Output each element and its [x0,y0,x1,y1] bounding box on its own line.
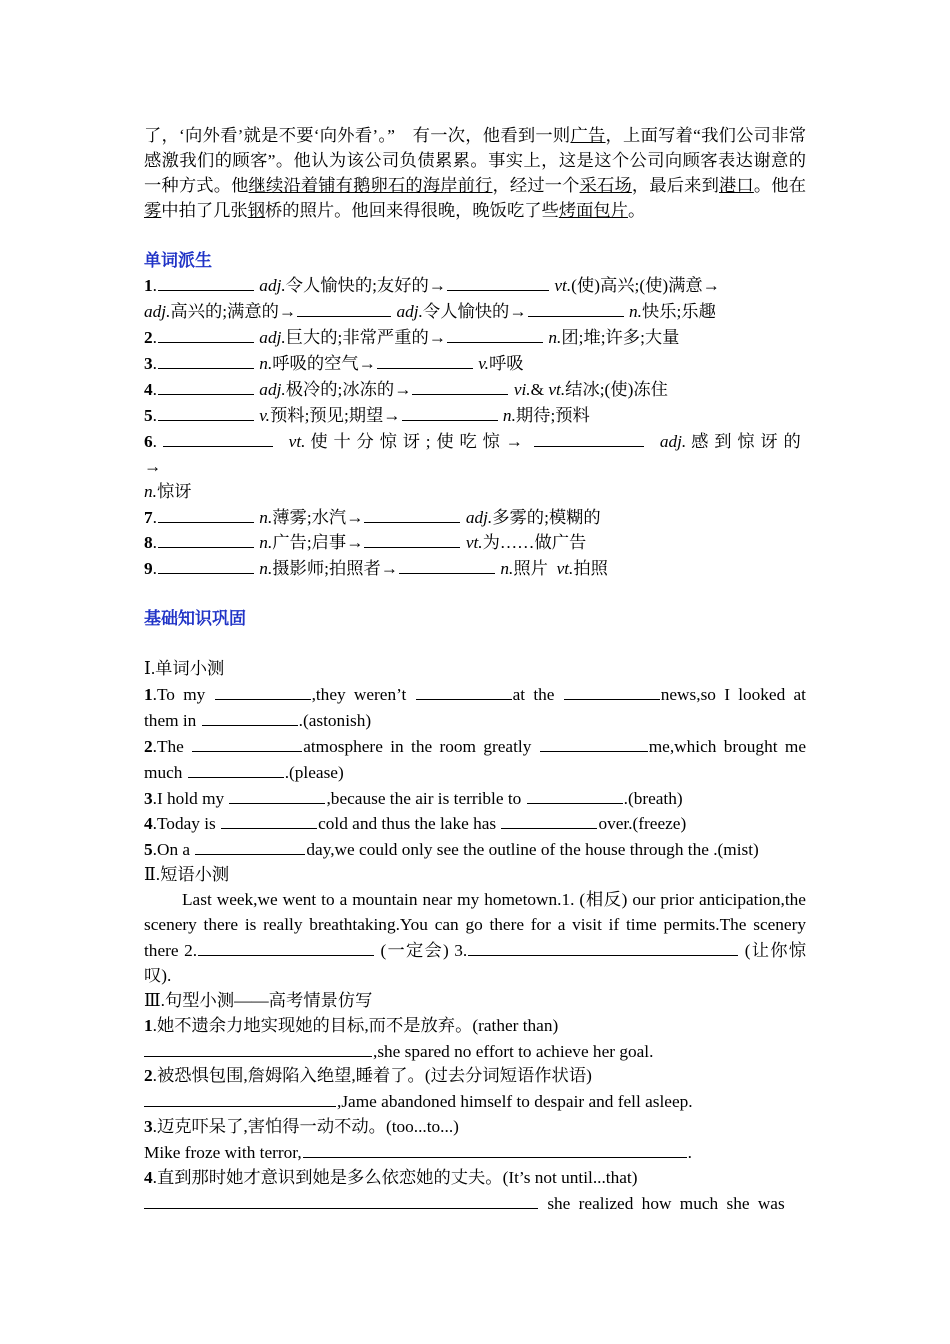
answer-blank[interactable] [144,1191,538,1209]
answer-blank[interactable] [158,325,254,343]
answer-blank[interactable] [158,530,254,548]
answer-blank[interactable] [303,1140,687,1158]
answer-blank[interactable] [229,786,325,804]
intro-paragraph: 了，‘向外看’就是不要‘向外看’。” 有一次，他看到一则广告，上面写着“我们公司非常感激我们的顾客”。他认为该公司负债累累。事实上，这是这个公司向顾客表达谢意的一种方式。他继续沿着铺有鹅卵石的海岸前行，经过一个采石场，最后来到港口。他在雾中拍了几张钢桥的照片。他回来得很晚，晚饭吃了些烤面包片。 [144,126,807,220]
underlined-word: 钢 [247,200,266,220]
answer-blank[interactable] [158,273,254,291]
sentence-quiz-4-prompt: 4.直到那时她才意识到她是多么依恋她的丈夫。(It’s not until...that) [144,1168,638,1188]
underlined-word: 港口 [719,175,754,195]
answer-blank[interactable] [195,837,305,855]
answer-blank[interactable] [527,786,623,804]
word-quiz-5: 5.On a day,we could only see the outline of the house through the .(mist) [144,837,806,863]
phrase-quiz-paragraph: Last week,we went to a mountain near my hometown.1. (相反) our prior anticipation,the scenery there is really breathtaking.You can go there for a visit if time permits.The scenery there 2. (一定会) 3. (让你惊叹). [144,890,806,985]
underlined-word: 烤面包片 [558,200,628,220]
answer-blank[interactable] [192,734,302,752]
sentence-quiz-3-prompt: 3.迈克吓呆了,害怕得一动不动。(too...to...) [144,1117,459,1137]
sentence-quiz-3-answer: Mike froze with terror, . [144,1140,806,1166]
sentence-quiz-2-answer: ,Jame abandoned himself to despair and fell asleep. [144,1089,806,1115]
answer-blank[interactable] [188,760,284,778]
answer-blank[interactable] [158,403,254,421]
answer-blank[interactable] [564,682,660,700]
answer-blank[interactable] [163,429,273,447]
answer-blank[interactable] [364,505,460,523]
answer-blank[interactable] [528,299,624,317]
answer-blank[interactable] [447,325,543,343]
answer-blank[interactable] [297,299,391,317]
word-quiz-4: 4.Today is cold and thus the lake has over.(freeze) [144,811,806,837]
answer-blank[interactable] [501,811,597,829]
basics-heading: 基础知识巩固 [144,609,246,630]
answer-blank[interactable] [377,351,473,369]
answer-blank[interactable] [158,556,254,574]
section-2-title: Ⅱ.短语小测 [144,865,230,885]
section-3-title: Ⅲ.句型小测——高考情景仿写 [144,990,373,1010]
answer-blank[interactable] [144,1039,372,1057]
word-quiz-1: 1.To my ,they weren’t at the news,so I looked at them in .(astonish) [144,682,806,734]
answer-blank[interactable] [198,938,374,956]
derivation-item-7: 7. n.薄雾;水汽→ adj.多雾的;模糊的 [144,505,806,531]
answer-blank[interactable] [202,708,298,726]
answer-blank[interactable] [534,429,644,447]
answer-blank[interactable] [399,556,495,574]
answer-blank[interactable] [447,273,549,291]
derivation-item-1: 1. adj.令人愉快的;友好的→ vt.(使)高兴;(使)满意→ adj.高兴的;满意的→ adj.令人愉快的→ n.快乐;乐趣 [144,273,806,325]
derivation-item-2: 2. adj.巨大的;非常严重的→ n.团;堆;许多;大量 [144,325,806,351]
answer-blank[interactable] [144,1089,336,1107]
answer-blank[interactable] [540,734,648,752]
underlined-word: 雾 [144,200,162,220]
sentence-quiz-4-answer: she realized how much she was [144,1191,806,1217]
answer-blank[interactable] [468,938,738,956]
answer-blank[interactable] [402,403,498,421]
answer-blank[interactable] [416,682,512,700]
derivation-item-3: 3. n.呼吸的空气→ v.呼吸 [144,351,806,377]
answer-blank[interactable] [158,377,254,395]
underlined-word: 采石场 [579,175,632,195]
document-content [144,124,806,1217]
derivation-heading: 单词派生 [144,250,212,271]
word-quiz-3: 3.I hold my ,because the air is terrible to .(breath) [144,786,806,812]
derivation-item-8: 8. n.广告;启事→ vt.为……做广告 [144,530,806,556]
sentence-quiz-1-answer: ,she spared no effort to achieve her goal. [144,1039,806,1065]
answer-blank[interactable] [364,530,460,548]
answer-blank[interactable] [158,505,254,523]
sentence-quiz-1-prompt: 1.她不遗余力地实现她的目标,而不是放弃。(rather than) [144,1015,559,1035]
derivation-item-9: 9. n.摄影师;拍照者→ n.照片 vt.拍照 [144,556,806,582]
answer-blank[interactable] [221,811,317,829]
sentence-quiz-2-prompt: 2.被恐惧包围,詹姆陷入绝望,睡着了。(过去分词短语作状语) [144,1066,592,1086]
underlined-phrase: 继续沿着铺有鹅卵石的海岸前行 [248,175,493,195]
derivation-item-5: 5. v.预料;预见;期望→ n.期待;预料 [144,403,806,429]
derivation-item-6: 6. vt. 使十分惊讶;使吃惊→ adj. 感到惊讶的→ n.惊讶 [144,429,806,505]
underlined-word: 广告 [570,126,606,145]
answer-blank[interactable] [158,351,254,369]
word-quiz-2: 2.The atmosphere in the room greatly me,which brought me much .(please) [144,734,806,786]
answer-blank[interactable] [412,377,508,395]
answer-blank[interactable] [215,682,311,700]
section-1-title: Ⅰ.单词小测 [144,658,225,678]
derivation-item-4: 4. adj.极冷的;冰冻的→ vi.& vt.结冰;(使)冻住 [144,377,806,403]
